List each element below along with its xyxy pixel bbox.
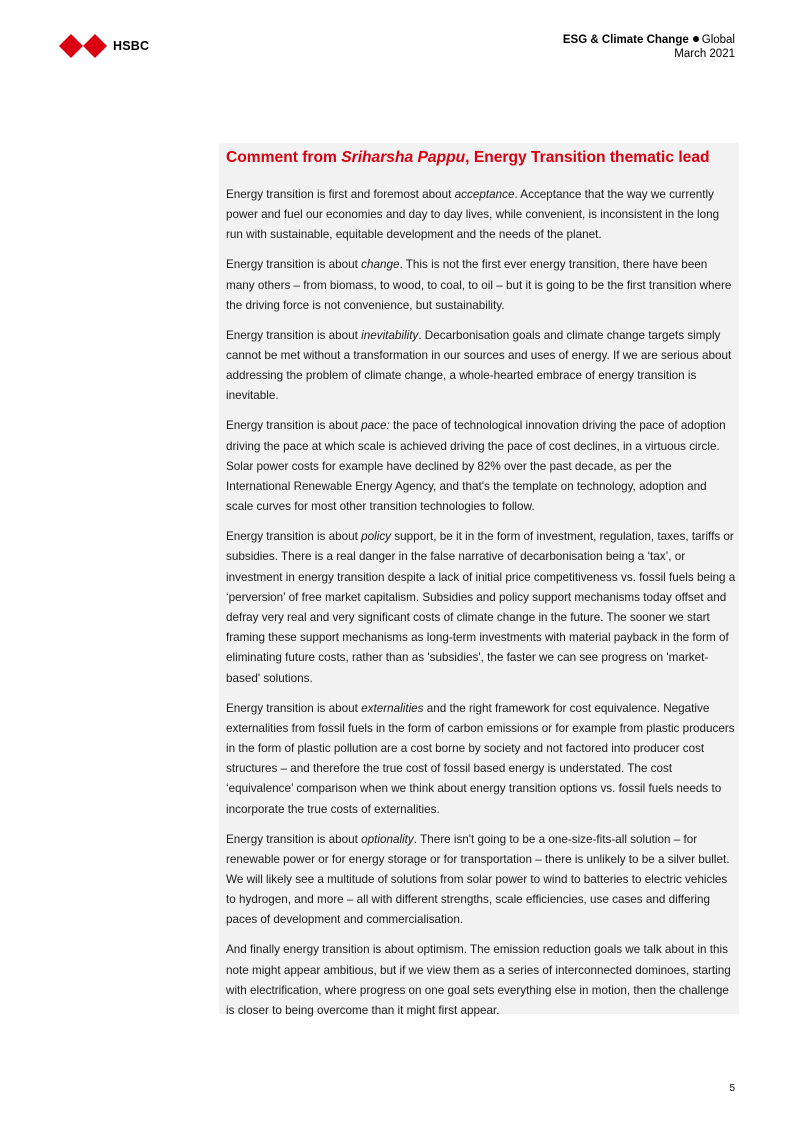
report-region: Global: [701, 34, 735, 46]
page-number: 5: [729, 1083, 735, 1094]
hsbc-hexagon-icon: [59, 34, 107, 58]
paragraph-optimism: And finally energy transition is about optimism. The emission reduction goals we talk about in this note might appear ambitious, but if we view them as a series of interconnected dominoes, starting with electrification, where progress on one goal sets everything else in motion, then the challenge is closer to being overcome than it might first appear.: [226, 943, 731, 1018]
report-date: March 2021: [674, 48, 735, 60]
paragraph-optionality: Energy transition is about optionality. There isn't going to be a one-size-fits-all solution – for renewable power or for energy storage or for transportation – there is unlikely to be a silver bullet. We will likely see a multitude of solutions from solar power to wind to batteries to electric vehicles to hydrogen, and more – all with different strengths, scale efficiencies, use cases and differing paces of development and commercialisation.: [226, 832, 730, 927]
paragraph-change: Energy transition is about change. This is not the first ever energy transition, there have been many others – from biomass, to wood, to coal, to oil – but it is going to be the first transition where the driving force is not convenience, but sustainability.: [226, 258, 732, 312]
report-series: ESG & Climate Change: [562, 34, 689, 46]
paragraph-pace: Energy transition is about pace: the pace of technological innovation driving the pace of adoption driving the pace at which scale is achieved driving the pace of cost declines, in a virtuous circle. Solar power costs for example have declined by 82% over the past decade, as per the International Renewable Energy Agency, and that's the template on technology, adoption and scale curves for most other transition technologies to follow.: [226, 419, 726, 514]
paragraph-inevitability: Energy transition is about inevitability. Decarbonisation goals and climate change targets simply cannot be met without a transformation in our sources and uses of energy. If we are serious about addressing the problem of climate change, a whole-hearted embrace of energy transition is inevitable.: [226, 328, 732, 403]
comment-title: Comment from Sriharsha Pappu, Energy Transition thematic lead: [226, 149, 710, 166]
paragraph-externalities: Energy transition is about externalities and the right framework for cost equivalence. Negative externalities from fossil fuels in the form of carbon emissions or for example from plastic producers in the form of plastic pollution are a cost borne by society and not factored into producer cost structures – and therefore the true cost of fossil based energy is understated. The cost ‘equivalence’ comparison when we think about energy transition options vs. fossil fuels needs to incorporate the true costs of externalities.: [226, 701, 735, 816]
bullet-dot-icon: [693, 36, 699, 42]
paragraph-policy: Energy transition is about policy support, be it in the form of investment, regulation, taxes, tariffs or subsidies. There is a real danger in the false narrative of decarbonisation being a ‘tax’, or investment in energy transition despite a lack of initial price competitiveness vs. fossil fuels being a ‘perversion’ of free market capitalism. Subsidies and policy support mechanisms today offset and defray very real and very significant costs of climate change in the future. The sooner we start framing these support mechanisms as long-term investments with material payback in the form of eliminating future costs, rather than as 'subsidies', the faster we can see progress on 'market-based' solutions.: [226, 530, 736, 685]
hsbc-logo: [59, 34, 149, 58]
author-name: Sriharsha Pappu: [341, 149, 466, 166]
report-header: [563, 33, 735, 61]
brand-name: HSBC: [113, 39, 150, 53]
comment-body: [226, 185, 737, 1031]
paragraph-acceptance: Energy transition is first and foremost about acceptance. Acceptance that the way we currently power and fuel our economies and day to day lives, while convenient, is inconsistent in the long run with sustainable, equitable development and the needs of the planet.: [226, 188, 720, 242]
